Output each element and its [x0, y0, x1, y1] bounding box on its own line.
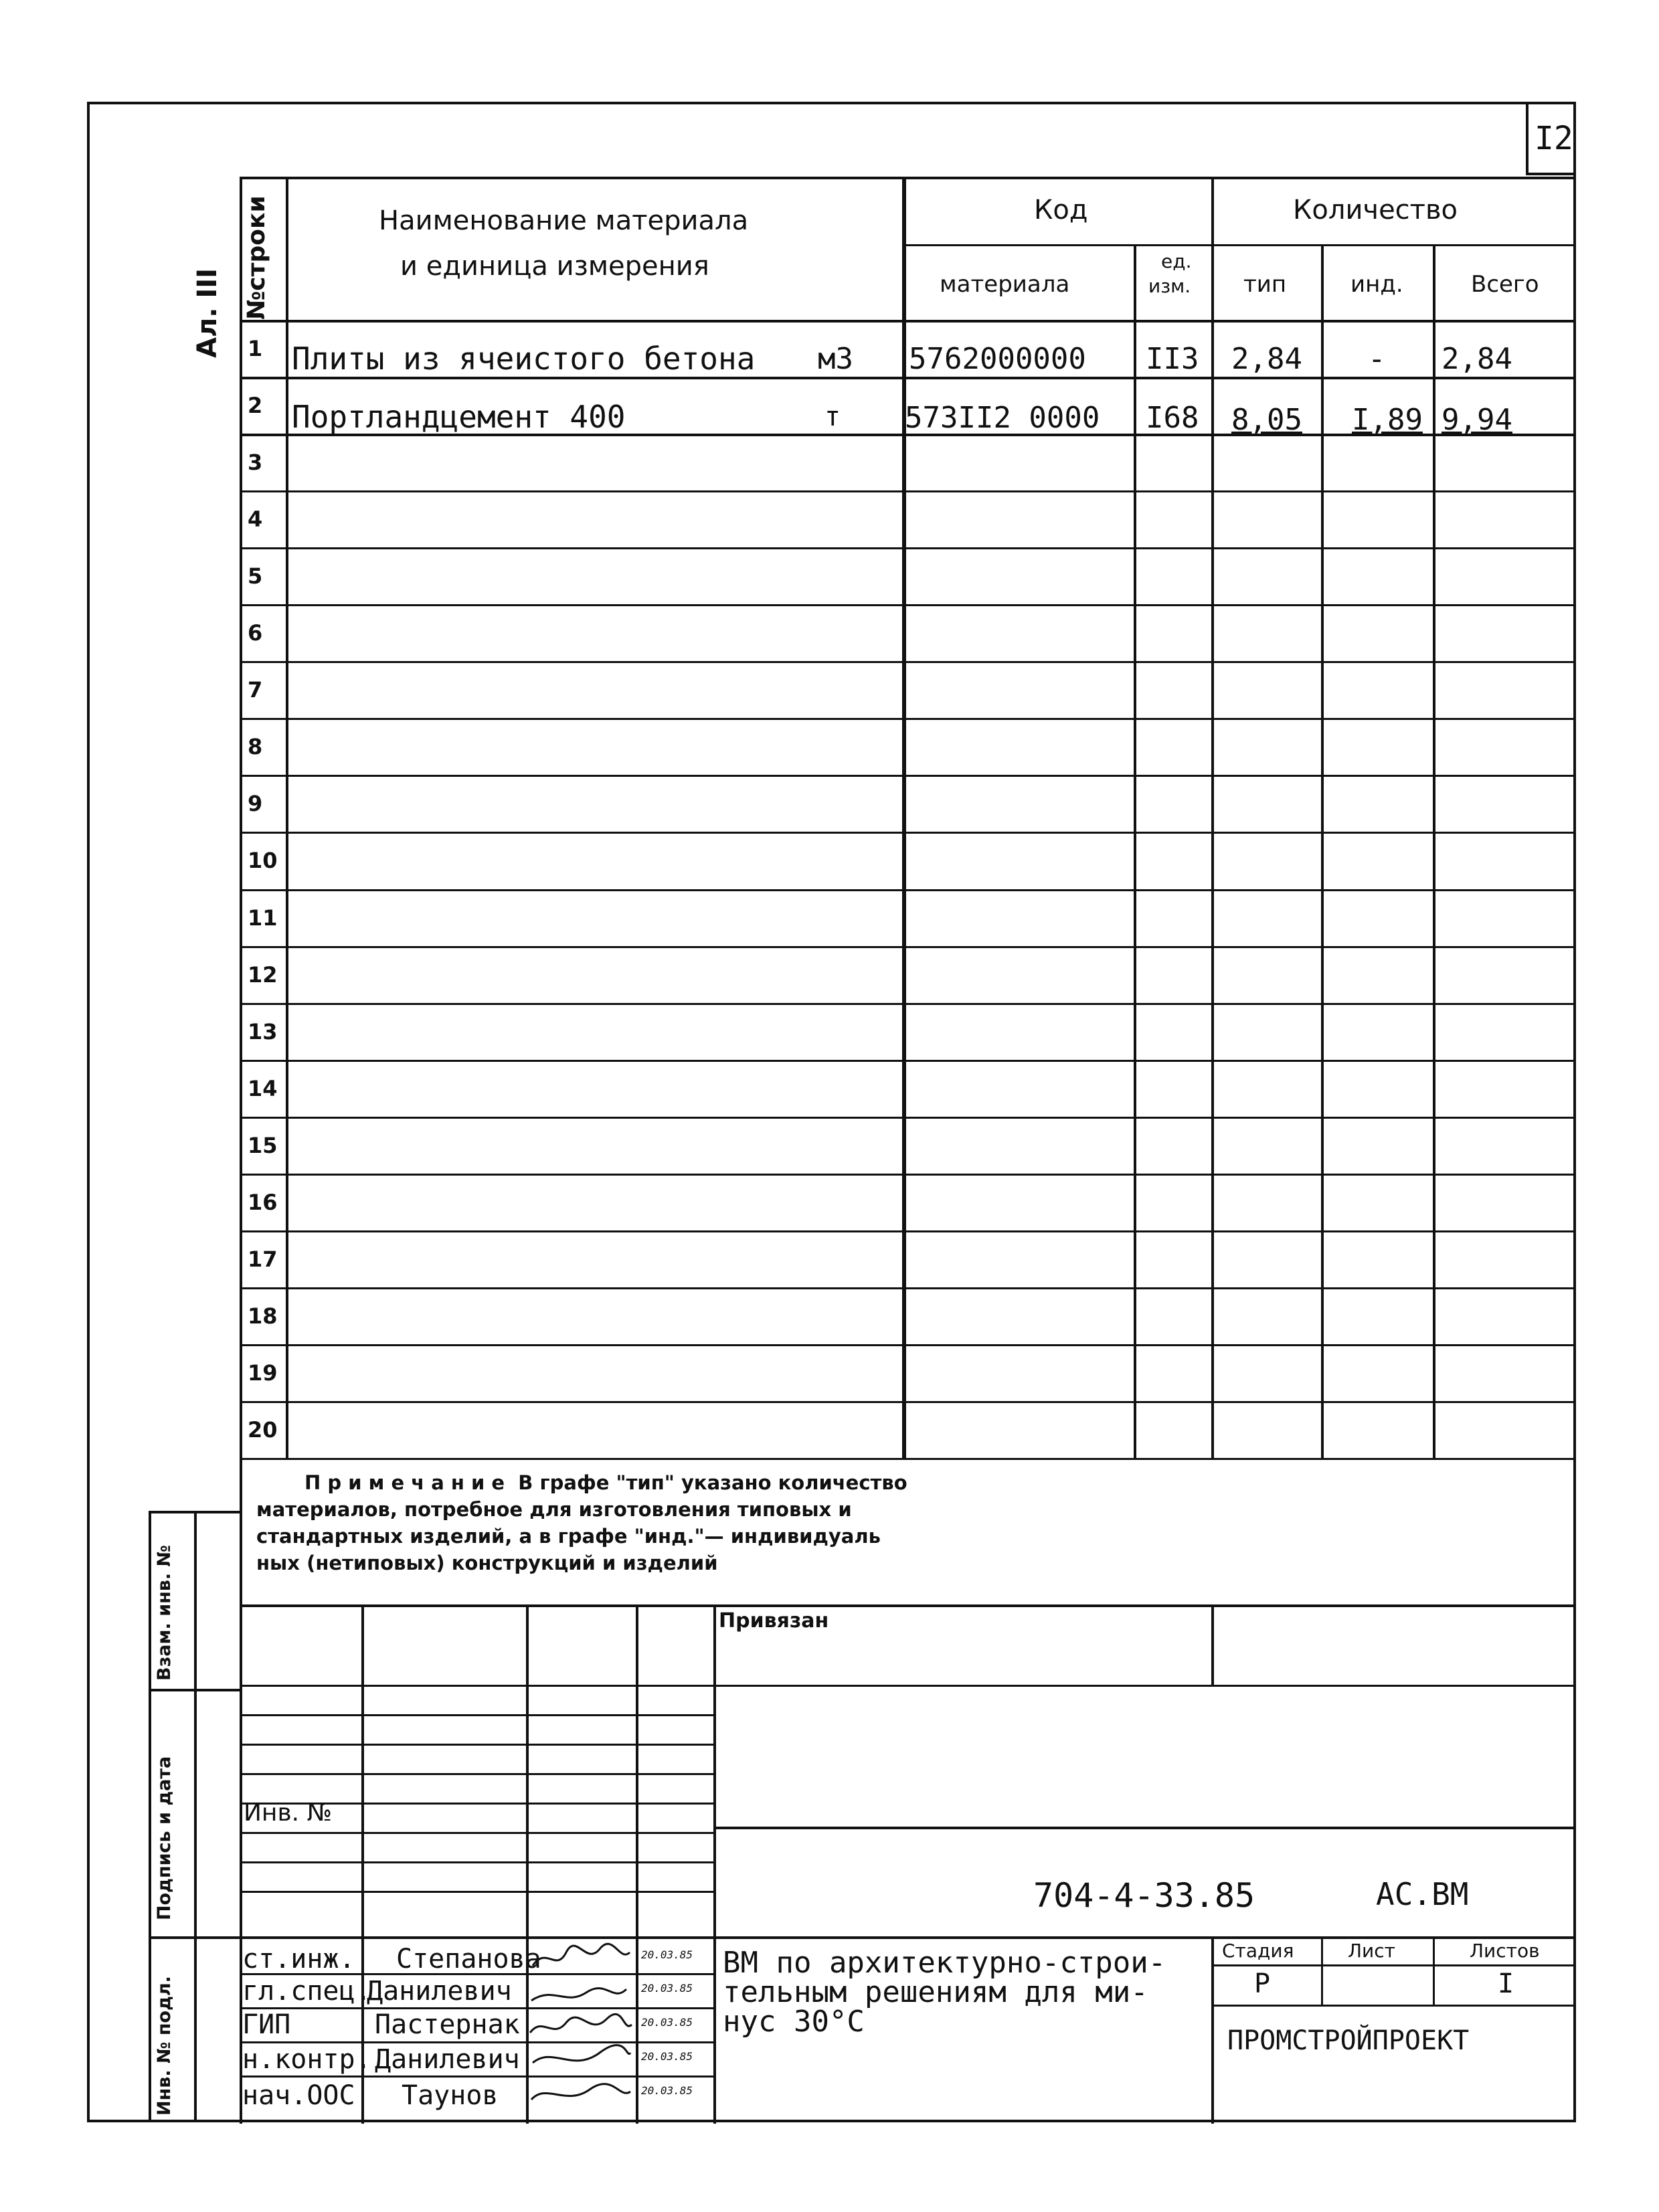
side-label-vzam-inv: Взам. инв. №: [154, 1544, 175, 1681]
title-block-line-h: [240, 1861, 713, 1863]
signer2-role: гл.спец.: [242, 1976, 371, 2007]
header-row-number: №строки: [243, 195, 270, 320]
row-number: 4: [248, 506, 263, 532]
table-subheader-line: [902, 244, 1576, 246]
row-separator: [240, 1287, 1576, 1289]
signer4-name: Данилевич: [375, 2044, 520, 2075]
signer4-date: 20.03.85: [641, 2050, 693, 2063]
stage-label: Стадия: [1222, 1940, 1294, 1962]
title-block-top: [240, 1604, 1576, 1607]
row-number: 17: [248, 1247, 278, 1272]
row-separator: [240, 1401, 1576, 1403]
header-unit-line1: ед.: [1161, 250, 1192, 272]
row2-ind: I,89: [1352, 403, 1423, 437]
row-separator: [240, 1344, 1576, 1346]
signer2-name: Данилевич: [367, 1976, 512, 2007]
sheet-side-label: Ал. III: [192, 268, 223, 358]
tb-col-6: [1211, 1936, 1214, 2124]
page-number-box-bottom: [1526, 173, 1576, 175]
title-block-line-a: [240, 1685, 1576, 1687]
col-line-unit: [1211, 177, 1214, 1458]
col-line-code: [1134, 244, 1136, 1458]
row-separator: [240, 490, 1576, 492]
row-number: 6: [248, 620, 263, 646]
tb-col-3: [636, 1604, 638, 2124]
sheets-value: I: [1498, 1968, 1514, 1999]
signer5-date: 20.03.85: [641, 2084, 693, 2097]
row-number: 12: [248, 962, 278, 988]
row2-name: Портландцемент 400: [292, 399, 626, 435]
row-separator: [240, 946, 1576, 948]
row1-name: Плиты из ячеистого бетона: [292, 341, 756, 377]
tb-col-5: [1211, 1604, 1214, 1685]
title-block-line-i: [240, 1891, 713, 1893]
row-number: 3: [248, 450, 263, 475]
page-number: I2: [1535, 120, 1573, 157]
tb-col-4: [713, 1604, 716, 2124]
signer5-role: нач.ООС: [242, 2080, 355, 2111]
organization-name: ПРОМСТРОЙПРОЕКТ: [1227, 2025, 1470, 2056]
row2-code: 573II2 0000: [905, 401, 1100, 435]
sheets-label: Листов: [1470, 1940, 1540, 1962]
row-number: 20: [248, 1417, 278, 1443]
note-line3: стандартных изделий, а в графе "инд."— индивидуаль: [256, 1525, 881, 1548]
signer-line-4: [240, 2076, 713, 2078]
note-line1: П р и м е ч а н и е В графе "тип" указано количество: [304, 1471, 907, 1494]
side-strip-right: [194, 1511, 197, 2122]
row-separator: [240, 547, 1576, 549]
document-code: 704-4-33.85: [1033, 1876, 1255, 1915]
title-line3: нус 30°С: [723, 2005, 865, 2039]
row-separator: [240, 1003, 1576, 1005]
signer2-date: 20.03.85: [641, 1982, 693, 1995]
signer3-role: ГИП: [242, 2009, 291, 2040]
row-separator: [240, 1174, 1576, 1176]
row-separator: [240, 718, 1576, 720]
col-line-name: [902, 177, 906, 1458]
side-strip-div2: [149, 1936, 240, 1939]
col-line-typ: [1321, 244, 1324, 1458]
header-ind: инд.: [1350, 271, 1403, 298]
title-block-line-b: [240, 1714, 713, 1716]
document-mark: АС.ВМ: [1376, 1876, 1469, 1912]
row2-unit: т: [824, 401, 841, 432]
row1-unit-code: II3: [1146, 342, 1199, 376]
row-number: 19: [248, 1360, 278, 1386]
table-header-bottom-line: [240, 320, 1576, 322]
row-number: 14: [248, 1076, 278, 1101]
row2-unit-code: I68: [1146, 401, 1199, 435]
signer5-name: Таунов: [402, 2080, 499, 2111]
title-line1: ВМ по архитектурно-строи-: [723, 1946, 1166, 1980]
signer1-name: Степанова: [396, 1944, 541, 1974]
header-unit-line2: изм.: [1148, 275, 1191, 297]
row1-ind: -: [1368, 342, 1386, 376]
row-number: 18: [248, 1303, 278, 1329]
row-separator: [240, 1060, 1576, 1062]
side-label-podpis-data: Подпись и дата: [154, 1756, 175, 1920]
signature-3: [530, 2014, 632, 2033]
row-number: 16: [248, 1190, 278, 1215]
signer-line-3: [240, 2041, 713, 2043]
row-number: 10: [248, 848, 278, 873]
row1-total: 2,84: [1442, 342, 1512, 376]
title-line2: тельным решениям для ми-: [723, 1975, 1148, 2009]
row-separator: [240, 377, 1576, 379]
table-top-line: [240, 177, 1576, 179]
inv-no-label: Инв. №: [244, 1799, 333, 1827]
signature-5: [531, 2084, 630, 2100]
row-number: 9: [248, 791, 263, 816]
page-number-box-left: [1526, 102, 1529, 174]
row-separator: [240, 889, 1576, 891]
row1-code: 5762000000: [909, 342, 1086, 376]
header-name-line1: Наименование материала: [379, 205, 749, 236]
header-typ: тип: [1243, 271, 1287, 298]
signer3-date: 20.03.85: [641, 2016, 693, 2029]
row2-typ: 8,05: [1231, 403, 1302, 437]
title-block-line-d: [240, 1773, 713, 1775]
row-separator: [240, 832, 1576, 834]
row-number: 8: [248, 734, 263, 759]
privyazan-label: Привязан: [719, 1609, 829, 1633]
header-total: Всего: [1471, 271, 1539, 298]
stage-line: [1211, 1964, 1576, 1966]
sheet-label: Лист: [1348, 1940, 1395, 1962]
note-line2: материалов, потребное для изготовления типовых и: [256, 1498, 852, 1521]
header-code: Код: [1034, 195, 1088, 225]
row1-typ: 2,84: [1231, 342, 1302, 376]
side-label-inv-podl: Инв. № подл.: [154, 1976, 175, 2116]
row-number: 7: [248, 677, 263, 703]
signer4-role: н.контр.: [242, 2044, 371, 2075]
header-material: материала: [940, 271, 1070, 298]
row-separator: [240, 1117, 1576, 1119]
signature-4: [533, 2045, 630, 2063]
col-line-ind: [1433, 244, 1435, 1458]
signer3-name: Пастернак: [375, 2009, 520, 2040]
signer1-role: ст.инж.: [242, 1944, 355, 1974]
title-block-line-c: [240, 1744, 713, 1746]
tb-col-8: [1433, 1936, 1435, 2005]
stage-line-2: [1211, 2005, 1576, 2007]
row-separator: [240, 1458, 1576, 1460]
title-block-line-j: [240, 1936, 1576, 1939]
row-separator: [240, 1230, 1576, 1232]
row-number: 13: [248, 1019, 278, 1044]
side-strip-div1: [149, 1689, 240, 1691]
row-separator: [240, 775, 1576, 777]
title-block-line-g: [240, 1832, 713, 1834]
row-number: 5: [248, 563, 263, 589]
title-block-line-e: [713, 1827, 1576, 1829]
row1-unit: м3: [818, 342, 853, 376]
row-separator: [240, 604, 1576, 606]
tb-col-7: [1321, 1936, 1323, 2005]
row2-total: 9,94: [1442, 403, 1512, 437]
row-number: 1: [248, 336, 263, 361]
signer1-date: 20.03.85: [641, 1948, 693, 1961]
row-separator: [240, 661, 1576, 663]
note-line4: ных (нетиповых) конструкций и изделий: [256, 1552, 718, 1574]
signature-2: [531, 1989, 626, 2001]
row-number: 11: [248, 905, 278, 931]
side-strip-top: [149, 1511, 240, 1513]
header-quantity: Количество: [1293, 195, 1458, 225]
signature-scribbles: [526, 1939, 636, 2120]
signature-1: [533, 1944, 630, 1966]
stage-value: Р: [1254, 1968, 1271, 1999]
row-number: 2: [248, 393, 263, 418]
header-name-line2: и единица измерения: [400, 251, 709, 282]
side-strip-left: [149, 1511, 151, 2122]
row-number: 15: [248, 1133, 278, 1158]
